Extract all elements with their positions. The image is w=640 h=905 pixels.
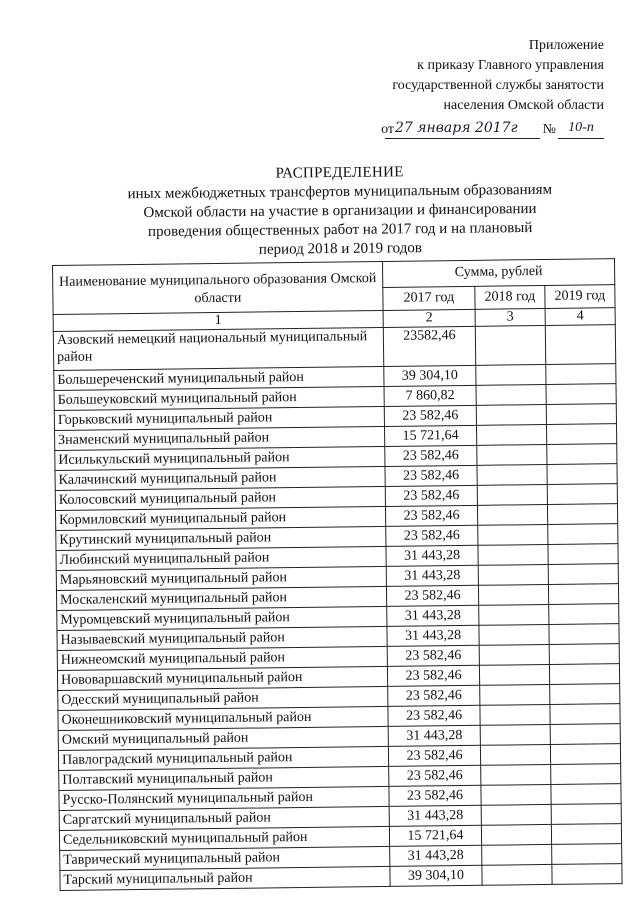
municipality-name: Полтавский муниципальный район: [59, 766, 389, 790]
amount-2018: [479, 624, 549, 645]
title-line-4: период 2018 и 2019 годов: [258, 240, 422, 258]
municipality-name: Русско-Полянский муниципальный район: [59, 786, 389, 810]
appendix-header: [381, 36, 604, 140]
municipality-name: Любинский муниципальный район: [56, 546, 386, 570]
handwritten-number: 10-п: [558, 118, 604, 139]
amount-2019: [547, 504, 617, 525]
amount-2017: 31 443,28: [387, 625, 479, 646]
amount-2019: [546, 424, 616, 445]
order-ref-line-2: государственной службы занятости: [392, 78, 604, 93]
municipality-name: Называевский муниципальный район: [57, 626, 387, 650]
amount-2017: 23 582,46: [388, 705, 480, 726]
municipality-name: Одесский муниципальный район: [58, 686, 388, 710]
document-title: [110, 162, 571, 262]
amount-2017: 31 443,28: [388, 725, 480, 746]
amount-2017: 31 443,28: [386, 565, 478, 586]
amount-2019: [550, 724, 620, 745]
amount-2018: [479, 664, 549, 685]
amount-2019: [549, 644, 619, 665]
amount-2017: 31 443,28: [390, 845, 482, 866]
from-label: от: [381, 122, 394, 137]
municipality-name: Азовский немецкий национальный муниципальный район: [53, 327, 383, 370]
amount-2017: 23 582,46: [385, 445, 477, 466]
amount-2019: [548, 524, 618, 545]
column-header-2018: 2018 год: [475, 285, 545, 309]
municipality-name: Москаленский муниципальный район: [56, 586, 386, 610]
municipality-name: Павлоградский муниципальный район: [58, 746, 388, 770]
municipality-name: Тарский муниципальный район: [60, 866, 390, 890]
amount-2017: 39 304,10: [390, 865, 482, 886]
amount-2019: [549, 604, 619, 625]
order-ref-line-1: к приказу Главного управления: [417, 58, 604, 73]
amount-2017: 23 582,46: [384, 405, 476, 426]
number-label: №: [542, 122, 556, 137]
municipality-name: Муромцевский муниципальный район: [57, 606, 387, 630]
amount-2017: 23 582,46: [389, 765, 481, 786]
column-header-sum: Сумма, рублей: [382, 259, 614, 287]
column-header-name: Наименование муниципального образования Омской области: [53, 261, 384, 314]
amount-2018: [477, 464, 547, 485]
amount-2018: [476, 424, 546, 445]
amount-2018: [482, 844, 552, 865]
amount-2017: 15 721,64: [384, 425, 476, 446]
amount-2018: [481, 784, 551, 805]
municipality-name: Большереченский муниципальный район: [54, 366, 384, 390]
amount-2019: [550, 684, 620, 705]
amount-2018: [479, 604, 549, 625]
amount-2017: 23 582,46: [388, 745, 480, 766]
amount-2017: 31 443,28: [389, 805, 481, 826]
amount-2018: [478, 584, 548, 605]
column-number-1: 1: [53, 310, 383, 331]
amount-2019: [552, 864, 622, 885]
amount-2019: [551, 764, 621, 785]
amount-2019: [548, 584, 618, 605]
handwritten-date: 27 января 2017г: [385, 118, 540, 139]
amount-2019: [549, 624, 619, 645]
amount-2018: [477, 484, 547, 505]
amount-2018: [481, 804, 551, 825]
amount-2017: 23 582,46: [385, 465, 477, 486]
title-line-1: иных межбюджетных трансфертов муниципальным образованиям: [127, 181, 553, 203]
amount-2019: [551, 824, 621, 845]
appendix-label: Приложение: [528, 38, 604, 53]
amount-2019: [550, 744, 620, 765]
column-header-2017: 2017 год: [383, 286, 475, 311]
amount-2018: [479, 644, 549, 665]
amount-2017: 23 582,46: [385, 505, 477, 526]
amount-2018: [475, 325, 545, 365]
amount-2019: [546, 384, 616, 405]
column-number-2: 2: [383, 309, 475, 327]
municipality-name: Марьяновский муниципальный район: [56, 566, 386, 590]
amount-2017: 39 304,10: [384, 365, 476, 386]
amount-2019: [546, 364, 616, 385]
amount-2017: 23 582,46: [388, 685, 480, 706]
amount-2019: [546, 404, 616, 425]
amount-2018: [480, 704, 550, 725]
column-header-2019: 2019 год: [545, 284, 615, 308]
municipality-name: Оконешниковский муниципальный район: [58, 706, 388, 730]
municipality-name: Нижнеомский муниципальный район: [57, 646, 387, 670]
amount-2018: [480, 684, 550, 705]
municipality-name: Исилькульский муниципальный район: [55, 446, 385, 470]
amount-2017: 31 443,28: [386, 545, 478, 566]
amount-2018: [482, 864, 552, 885]
municipality-name: Калачинский муниципальный район: [55, 466, 385, 490]
amount-2018: [476, 404, 546, 425]
municipality-name: Таврический муниципальный район: [60, 846, 390, 870]
amount-2019: [551, 784, 621, 805]
amount-2017: 23582,46: [383, 326, 475, 366]
amount-2019: [548, 564, 618, 585]
municipality-name: Седельниковский муниципальный район: [59, 826, 389, 850]
amount-2019: [552, 844, 622, 865]
amount-2017: 23 582,46: [387, 665, 479, 686]
municipality-name: Крутинский муниципальный район: [56, 526, 386, 550]
amount-2017: 23 582,46: [386, 585, 478, 606]
distribution-table: [52, 258, 623, 891]
column-number-4: 4: [545, 308, 615, 326]
municipality-name: Большеуковский муниципальный район: [54, 386, 384, 410]
amount-2018: [478, 564, 548, 585]
municipality-name: Нововаршавский муниципальный район: [57, 666, 387, 690]
amount-2019: [547, 444, 617, 465]
amount-2019: [549, 664, 619, 685]
amount-2018: [476, 384, 546, 405]
amount-2019: [551, 804, 621, 825]
amount-2018: [476, 364, 546, 385]
order-date-line: [381, 118, 604, 140]
amount-2017: 23 582,46: [385, 485, 477, 506]
municipality-name: Знаменский муниципальный район: [55, 426, 385, 450]
municipality-name: Горьковский муниципальный район: [54, 406, 384, 430]
amount-2019: [547, 484, 617, 505]
distribution-table-wrap: [52, 258, 622, 891]
column-number-3: 3: [475, 308, 545, 326]
amount-2018: [478, 544, 548, 565]
amount-2017: 31 443,28: [387, 605, 479, 626]
amount-2017: 23 582,46: [386, 525, 478, 546]
order-ref-line-3: населения Омской области: [443, 98, 604, 113]
amount-2019: [550, 704, 620, 725]
amount-2018: [477, 444, 547, 465]
amount-2017: 23 582,46: [387, 645, 479, 666]
municipality-name: Кормиловский муниципальный район: [55, 506, 385, 530]
title-main: РАСПРЕДЕЛЕНИЕ: [275, 164, 404, 182]
municipality-name: Саргатский муниципальный район: [59, 806, 389, 830]
title-line-2: Омской области на участие в организации и финансировании: [143, 200, 537, 222]
amount-2019: [548, 544, 618, 565]
amount-2017: 7 860,82: [384, 385, 476, 406]
amount-2018: [480, 744, 550, 765]
amount-2019: [545, 325, 615, 365]
amount-2017: 23 582,46: [389, 785, 481, 806]
amount-2018: [480, 724, 550, 745]
municipality-name: Омский муниципальный район: [58, 726, 388, 750]
amount-2019: [547, 464, 617, 485]
table-body: [53, 325, 622, 891]
municipality-name: Колосовский муниципальный район: [55, 486, 385, 510]
amount-2018: [481, 824, 551, 845]
amount-2017: 15 721,64: [389, 825, 481, 846]
amount-2018: [481, 764, 551, 785]
amount-2018: [477, 504, 547, 525]
table-row: [53, 325, 615, 371]
amount-2018: [478, 524, 548, 545]
title-line-3: проведения общественных работ на 2017 год и на плановый: [147, 219, 533, 241]
